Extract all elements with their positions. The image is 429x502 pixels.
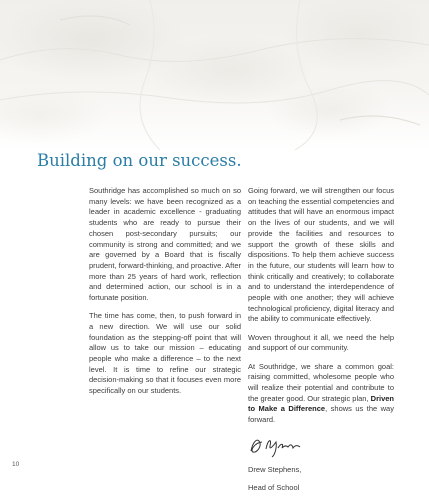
paragraph-text: , shows us the way forward.: [248, 404, 394, 425]
page-number: 10: [12, 461, 20, 468]
paragraph: Going forward, we will strengthen our focus on teaching the essential competencies and attitudes that will have an enormous impact on the lives of our students, and we will provide the facilities and resources to support the growth of these skills and dispositions. To help them achieve success in the future, our students will learn how to think critically and creatively; to collaborate and to understand the interdependence of people with one another; they will achieve technological proficiency, digital literacy and the ability to communicate effectively.: [248, 186, 394, 324]
paragraph: Woven throughout it all, we need the help and support of our community.: [248, 332, 394, 353]
signer-name: Drew Stephens,: [248, 465, 302, 475]
paragraph: Southridge has accomplished so much on so many levels: we have been recognized as a leader in academic excellence - graduating students who are ready to pursue their chosen post-secondary pursuits; our community is strong and committed; and we are governed by a Board that is fiscally prudent, forward-thinking, and proactive. After more than 25 years of hard work, reflection and determined action, our school is in a fortunate position.: [89, 186, 241, 303]
paragraph: The time has come, then, to push forward in a new direction. We will use our solid foundation as the stepping-off point that will allow us to take our mission – educating people who make a difference – to the next level. It is time to refine our strategic decision-making so that it focuses even more specifically on our students.: [89, 311, 241, 396]
strategic-plan-name: Driven to Make a Difference: [248, 393, 394, 414]
hero-background-image: [0, 0, 429, 150]
signer-role: Head of School: [248, 483, 300, 493]
right-column: [248, 186, 394, 502]
paragraph: [248, 362, 394, 426]
left-column: [89, 186, 241, 404]
paragraph-text: At Southridge, we share a common goal: raising committed, wholesome people who will realize their potential and contribute to the greater good. Our strategic plan,: [248, 361, 394, 403]
stone-texture-graphic: [0, 0, 429, 150]
page-title: Building on our success.: [37, 151, 242, 170]
signature-graphic: [248, 433, 394, 459]
